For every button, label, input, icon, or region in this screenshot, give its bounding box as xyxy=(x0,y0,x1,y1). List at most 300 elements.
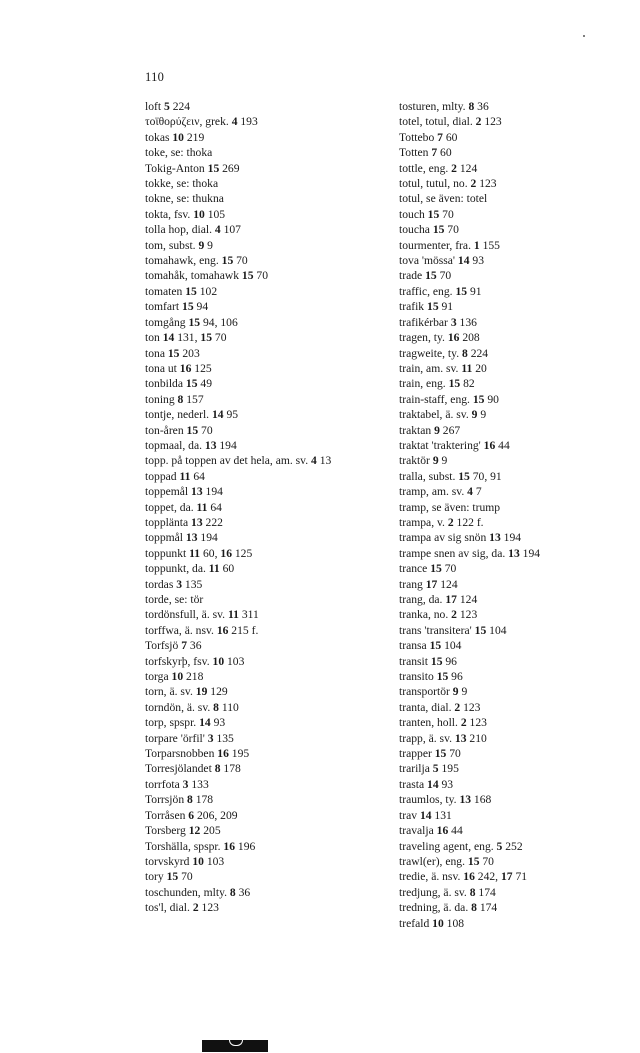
page-reference: 70, 91 xyxy=(469,469,502,483)
page-reference: 107 xyxy=(220,223,241,237)
page-reference: 124 xyxy=(437,577,458,591)
page-reference: 267 xyxy=(439,423,461,437)
index-term: traktan xyxy=(399,423,435,437)
index-entry xyxy=(399,438,635,453)
page-reference: 194 xyxy=(500,531,522,545)
index-term: tos'l, dial. xyxy=(145,901,193,915)
volume-number: 15 xyxy=(188,315,201,329)
page-reference: 70 xyxy=(198,423,213,437)
index-term: tordönsfull, ä. sv. xyxy=(145,608,228,622)
index-term: tomahawk, eng. xyxy=(145,254,222,268)
index-term: toschunden, mlty. xyxy=(145,885,230,899)
index-entry xyxy=(399,376,635,391)
volume-number: 7 xyxy=(181,639,188,653)
index-entry xyxy=(399,900,635,915)
volume-number: 15 xyxy=(221,254,234,268)
index-entry xyxy=(399,423,635,438)
volume-number: 16 xyxy=(220,546,232,560)
index-term: tramp, se även: trump xyxy=(399,500,501,514)
volume-number: 15 xyxy=(429,639,442,653)
index-entry xyxy=(145,161,397,176)
index-term: tredjung, ä. sv. xyxy=(399,885,470,899)
index-entry xyxy=(145,423,397,438)
index-entry xyxy=(399,823,635,838)
index-entry xyxy=(399,916,635,931)
volume-number: 8 xyxy=(469,885,476,899)
index-entry xyxy=(399,546,635,561)
index-term: tokke, se: thoka xyxy=(145,177,219,191)
index-term: trance xyxy=(399,562,431,576)
index-term: tredning, ä. da. xyxy=(399,901,472,915)
index-term: toppunkt, da. xyxy=(145,562,209,576)
index-entry xyxy=(145,546,397,561)
volume-number: 15 xyxy=(185,377,198,391)
page-reference: 36 xyxy=(474,100,489,113)
page-reference: 123 xyxy=(476,177,497,191)
index-entry xyxy=(399,777,635,792)
index-term: train, am. sv. xyxy=(399,361,462,375)
index-entry xyxy=(399,176,635,191)
volume-number: 15 xyxy=(467,854,480,868)
volume-number: 10 xyxy=(172,130,184,144)
index-term: torrfota xyxy=(145,777,183,791)
index-entry xyxy=(399,654,635,669)
index-entry xyxy=(145,684,397,699)
volume-number: 15 xyxy=(430,562,442,576)
volume-number: 4 xyxy=(467,485,473,499)
page-reference: 124 xyxy=(456,593,478,606)
index-entry xyxy=(145,530,397,545)
volume-number: 13 xyxy=(489,531,501,545)
index-entry xyxy=(145,453,397,468)
volume-number: 10 xyxy=(432,916,444,930)
volume-number: 8 xyxy=(177,392,184,406)
index-term: trade xyxy=(399,269,426,283)
index-entry xyxy=(145,238,397,253)
page-reference: 108 xyxy=(443,916,465,930)
index-term: tragen, ty. xyxy=(399,331,448,345)
page-reference: 195 xyxy=(228,747,250,761)
index-term: trawl(er), eng. xyxy=(399,854,468,868)
volume-number: 2 xyxy=(447,515,454,529)
volume-number: 16 xyxy=(447,331,460,345)
page-reference: 60 xyxy=(437,146,452,160)
page-reference: 218 xyxy=(183,670,204,684)
volume-number: 10 xyxy=(212,654,225,668)
index-entry xyxy=(399,638,635,653)
index-entry xyxy=(399,361,635,376)
index-term: tolla hop, dial. xyxy=(145,223,215,237)
index-entry xyxy=(399,161,635,176)
volume-number: 10 xyxy=(192,854,204,868)
index-entry xyxy=(399,592,635,607)
index-term: toppemål xyxy=(145,485,192,499)
page-reference: 194 xyxy=(197,531,218,545)
index-term: toppmål xyxy=(145,531,186,545)
page-reference: 96 xyxy=(442,654,457,668)
page-reference: 135 xyxy=(213,731,234,745)
index-entry xyxy=(399,484,635,499)
index-term: toke, se: thoka xyxy=(145,146,213,160)
index-term: Torresjölandet xyxy=(145,762,215,776)
index-entry xyxy=(399,315,635,330)
page-reference: 174 xyxy=(475,885,496,899)
index-term: train, eng. xyxy=(399,377,449,391)
volume-number: 15 xyxy=(430,654,443,668)
index-term: transa xyxy=(399,639,430,653)
index-entry xyxy=(399,238,635,253)
page-reference: 70 xyxy=(444,223,459,237)
index-term: tourmenter, fra. xyxy=(399,238,474,252)
index-term: trampe snen av sig, da. xyxy=(399,546,509,560)
index-entry xyxy=(399,515,635,530)
index-entry xyxy=(145,731,397,746)
page-reference: 70 xyxy=(439,207,454,221)
index-entry xyxy=(145,299,397,314)
page-reference: 70 xyxy=(446,747,461,761)
volume-number: 8 xyxy=(471,901,477,915)
index-term: trafikérbar xyxy=(399,315,451,329)
index-entry xyxy=(145,761,397,776)
index-term: torvskyrd xyxy=(145,854,193,868)
index-term: totel, totul, dial. xyxy=(399,115,476,129)
page-reference: 70 xyxy=(441,562,457,576)
index-entry xyxy=(399,746,635,761)
index-term: toppunkt xyxy=(145,546,190,560)
index-term: transit xyxy=(399,654,431,668)
index-term: trasta xyxy=(399,777,428,791)
volume-number: 15 xyxy=(427,300,439,314)
page-reference: 136 xyxy=(456,315,477,329)
index-entry xyxy=(145,207,397,222)
index-entry xyxy=(145,715,397,730)
page-reference: 242, xyxy=(474,870,501,884)
index-entry xyxy=(399,700,635,715)
index-entry xyxy=(145,222,397,237)
page-reference: 60, xyxy=(200,546,221,560)
index-term: tranten, holl. xyxy=(399,716,461,730)
volume-number: 9 xyxy=(198,238,205,252)
index-term: toppet, da. xyxy=(145,500,197,514)
index-entry xyxy=(399,392,635,407)
volume-number: 15 xyxy=(167,346,180,360)
page-reference: 157 xyxy=(183,392,204,406)
index-term: traffic, eng. xyxy=(399,284,456,298)
page-reference: 102 xyxy=(196,284,218,298)
index-entry xyxy=(399,191,635,206)
index-term: tottle, eng. xyxy=(399,161,452,175)
page-reference: 210 xyxy=(466,731,487,745)
page-reference: 196 xyxy=(235,839,256,853)
volume-number: 15 xyxy=(186,423,199,437)
page-reference: 93 xyxy=(469,254,485,268)
index-entry xyxy=(145,869,397,884)
page-reference: 123 xyxy=(481,115,502,129)
index-term: trapp, ä. sv. xyxy=(399,731,455,745)
volume-number: 14 xyxy=(211,408,224,422)
volume-number: 15 xyxy=(434,747,447,761)
index-entry xyxy=(145,792,397,807)
index-term: tona ut xyxy=(145,361,180,375)
page-reference: 178 xyxy=(192,793,214,807)
index-entry xyxy=(145,854,397,869)
index-term: tory xyxy=(145,870,167,884)
index-term: traktat 'traktering' xyxy=(399,438,484,452)
index-entry xyxy=(145,777,397,792)
page-reference: 224 xyxy=(467,346,489,360)
index-entry xyxy=(145,253,397,268)
page-reference: 174 xyxy=(476,901,498,915)
index-term: Torparsnobben xyxy=(145,747,218,761)
page-reference: 195 xyxy=(438,762,459,776)
page-reference: 9 xyxy=(477,408,487,422)
page-reference: 269 xyxy=(219,161,240,175)
volume-number: 2 xyxy=(470,177,477,191)
page-reference: 36 xyxy=(235,885,251,899)
index-term: ton-åren xyxy=(145,423,187,437)
volume-number: 15 xyxy=(166,870,179,884)
volume-number: 3 xyxy=(450,315,457,329)
volume-number: 15 xyxy=(427,207,440,221)
page-reference: 131, xyxy=(174,331,201,345)
index-term: trarilja xyxy=(399,762,433,776)
volume-number: 17 xyxy=(425,577,438,591)
page-reference: 96 xyxy=(448,670,463,684)
volume-number: 16 xyxy=(179,361,192,375)
page-reference: 122 f. xyxy=(453,515,484,529)
volume-number: 13 xyxy=(191,485,203,499)
page-reference: 70 xyxy=(479,854,494,868)
index-term: tosturen, mlty. xyxy=(399,100,469,113)
index-entry xyxy=(145,376,397,391)
page-reference: 178 xyxy=(220,762,241,776)
volume-number: 14 xyxy=(419,808,432,822)
index-term: trans 'transitera' xyxy=(399,623,475,637)
page-reference: 110 xyxy=(218,700,239,714)
page-reference: 123 xyxy=(466,716,487,730)
index-entry xyxy=(145,623,397,638)
index-entry xyxy=(399,808,635,823)
page-reference: 135 xyxy=(182,577,203,591)
index-term: torde, se: tör xyxy=(145,593,204,606)
volume-number: 11 xyxy=(189,546,201,560)
index-entry xyxy=(399,299,635,314)
index-term: topp. på toppen av det hela, am. sv. xyxy=(145,454,312,468)
index-entry xyxy=(145,638,397,653)
page-reference: 206, 209 xyxy=(194,808,238,822)
page-reference: 60 xyxy=(219,562,235,576)
page-reference: 129 xyxy=(207,685,228,699)
index-entry xyxy=(145,607,397,622)
volume-number: 13 xyxy=(508,546,520,560)
volume-number: 5 xyxy=(164,100,170,113)
volume-number: 8 xyxy=(214,762,221,776)
volume-number: 2 xyxy=(454,700,461,714)
index-term: traveling agent, eng. xyxy=(399,839,497,853)
volume-number: 14 xyxy=(199,716,211,730)
volume-number: 15 xyxy=(458,469,470,483)
volume-number: 9 xyxy=(471,408,478,422)
volume-number: 15 xyxy=(455,284,468,298)
index-term: train-staff, eng. xyxy=(399,392,473,406)
index-term: Torråsen xyxy=(145,808,189,822)
page-reference: 105 xyxy=(204,207,226,221)
index-column-left xyxy=(145,99,397,916)
page-reference: 13 xyxy=(316,454,332,468)
volume-number: 13 xyxy=(204,438,217,452)
volume-number: 16 xyxy=(463,870,475,884)
index-entry xyxy=(145,669,397,684)
index-term: Torsberg xyxy=(145,824,189,838)
volume-number: 9 xyxy=(452,685,459,699)
volume-number: 2 xyxy=(192,901,199,915)
index-entry xyxy=(399,684,635,699)
volume-number: 8 xyxy=(468,100,475,113)
page-reference: 9 xyxy=(438,454,448,468)
index-term: Tottebo xyxy=(399,130,438,144)
index-entry xyxy=(399,268,635,283)
volume-number: 9 xyxy=(432,454,439,468)
index-entry xyxy=(145,808,397,823)
page-reference: 64 xyxy=(190,469,205,483)
index-term: ton xyxy=(145,331,163,345)
index-term: trefald xyxy=(399,916,433,930)
page-reference: 70 xyxy=(212,331,227,345)
page-reference: 131 xyxy=(431,808,452,822)
index-entry xyxy=(399,253,635,268)
page-reference: 222 xyxy=(202,515,223,529)
volume-number: 13 xyxy=(191,515,203,529)
index-entry xyxy=(399,577,635,592)
volume-number: 15 xyxy=(448,377,461,391)
index-term: torndön, ä. sv. xyxy=(145,700,214,714)
volume-number: 7 xyxy=(431,146,438,160)
volume-number: 11 xyxy=(461,361,473,375)
index-term: tomahåk, tomahawk xyxy=(145,269,242,283)
index-term: Totten xyxy=(399,146,432,160)
volume-number: 17 xyxy=(500,870,513,884)
index-entry xyxy=(145,407,397,422)
page-reference: 104 xyxy=(486,623,507,637)
index-entry xyxy=(399,869,635,884)
index-term: tona xyxy=(145,346,168,360)
index-entry xyxy=(145,823,397,838)
index-entry xyxy=(399,761,635,776)
volume-number: 1 xyxy=(473,238,480,252)
page-reference: 123 xyxy=(460,700,481,714)
index-entry xyxy=(399,885,635,900)
volume-number: 3 xyxy=(176,577,183,591)
volume-number: 15 xyxy=(472,392,485,406)
index-entry xyxy=(145,361,397,376)
index-entry xyxy=(145,392,397,407)
index-entry xyxy=(145,515,397,530)
index-term: toppad xyxy=(145,469,180,483)
index-entry xyxy=(399,792,635,807)
index-entry xyxy=(145,114,397,129)
volume-number: 7 xyxy=(437,130,443,144)
volume-number: 17 xyxy=(445,593,457,606)
index-term: topmaal, da. xyxy=(145,438,205,452)
page-reference: 71 xyxy=(512,870,528,884)
index-term: toning xyxy=(145,392,178,406)
volume-number: 16 xyxy=(223,839,235,853)
index-entry xyxy=(145,500,397,515)
index-term: tomaten xyxy=(145,284,186,298)
index-entry xyxy=(399,839,635,854)
volume-number: 2 xyxy=(451,161,457,175)
volume-number: 3 xyxy=(182,777,189,791)
page-reference: 7 xyxy=(472,485,482,499)
page-reference: 70 xyxy=(436,269,452,283)
page-reference: 133 xyxy=(188,777,209,791)
volume-number: 14 xyxy=(427,777,439,791)
index-entry xyxy=(399,607,635,622)
volume-number: 16 xyxy=(483,438,496,452)
volume-number: 8 xyxy=(229,885,236,899)
index-entry xyxy=(145,885,397,900)
index-term: traktabel, ä. sv. xyxy=(399,408,472,422)
volume-number: 13 xyxy=(185,531,198,545)
page-reference: 194 xyxy=(519,546,541,560)
index-entry xyxy=(145,700,397,715)
page-reference: 44 xyxy=(448,824,463,838)
index-entry xyxy=(145,592,397,607)
index-entry xyxy=(399,114,635,129)
page-reference: 70 xyxy=(253,269,269,283)
volume-number: 13 xyxy=(454,731,467,745)
index-term: tomfart xyxy=(145,300,183,314)
page-reference: 9 xyxy=(458,685,468,699)
volume-number: 9 xyxy=(434,423,440,437)
volume-number: 6 xyxy=(188,808,195,822)
page-reference: 155 xyxy=(479,238,500,252)
page-reference: 90 xyxy=(484,392,499,406)
index-term: Torfsjö xyxy=(145,639,182,653)
index-term: tomgång xyxy=(145,315,189,329)
page-reference: 91 xyxy=(438,300,454,314)
page-reference: 103 xyxy=(203,854,225,868)
index-entry xyxy=(145,654,397,669)
index-term: τοϊθορύζειν, grek. xyxy=(145,115,232,129)
index-entry xyxy=(399,561,635,576)
index-entry xyxy=(399,222,635,237)
page-reference: 311 xyxy=(238,608,259,622)
volume-number: 15 xyxy=(474,623,487,637)
volume-number: 2 xyxy=(475,115,482,129)
index-term: loft xyxy=(145,100,164,113)
volume-number: 15 xyxy=(436,670,449,684)
index-term: toucha xyxy=(399,223,433,237)
page-reference: 208 xyxy=(459,331,480,345)
index-entry xyxy=(145,900,397,915)
index-term: totul, se även: totel xyxy=(399,192,488,206)
volume-number: 14 xyxy=(457,254,470,268)
index-entry xyxy=(145,746,397,761)
index-term: tranta, dial. xyxy=(399,700,455,714)
page-reference: 224 xyxy=(169,100,191,113)
page-reference: 70 xyxy=(178,870,193,884)
page-number: 110 xyxy=(145,70,165,84)
index-term: trampa av sig snön xyxy=(399,531,490,545)
scan-speck xyxy=(583,35,585,37)
index-term: Tokig-Anton xyxy=(145,161,208,175)
volume-number: 15 xyxy=(425,269,437,283)
index-term: tontje, nederl. xyxy=(145,408,212,422)
volume-number: 10 xyxy=(193,207,205,221)
index-term: torpare 'örfil' xyxy=(145,731,208,745)
index-entry xyxy=(399,99,635,114)
